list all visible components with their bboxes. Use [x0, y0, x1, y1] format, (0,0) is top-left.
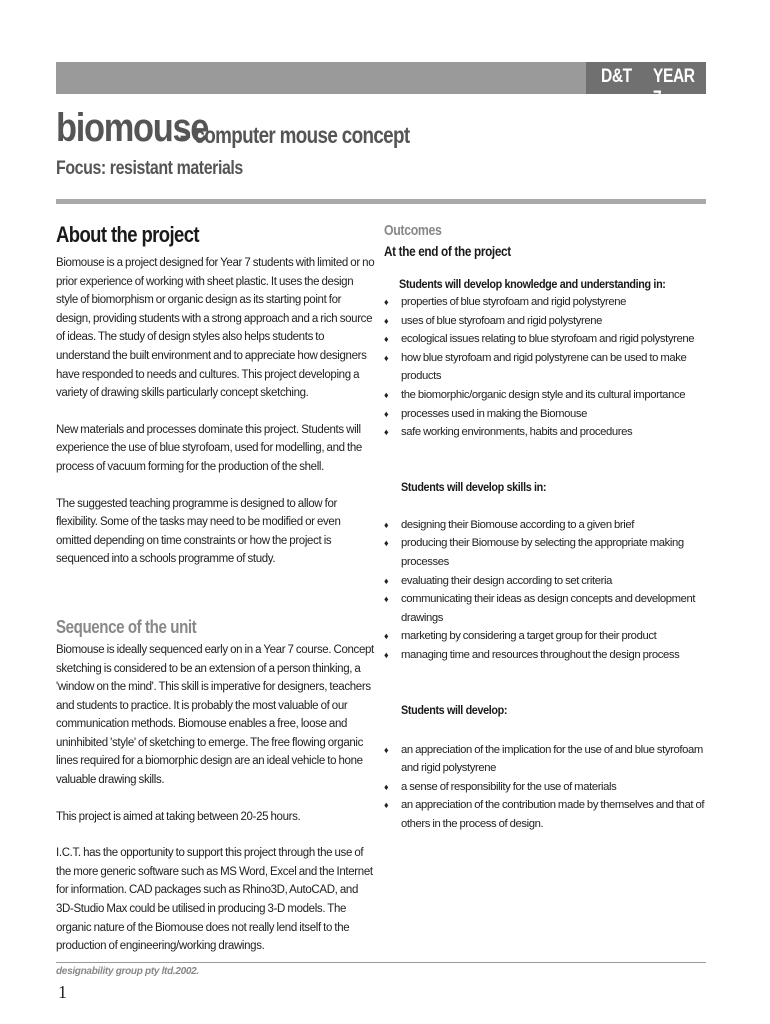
list-item: ♦ marketing by considering a target group for their product [384, 627, 714, 646]
list-item: ♦ properties of blue styrofoam and rigid polystyrene [384, 293, 714, 312]
sequence-heading: Sequence of the unit [56, 616, 197, 637]
list-item: ♦ an appreciation of the implication for the use of and blue styrofoam and rigid polystyrene [384, 741, 714, 778]
outcomes-heading: Outcomes [384, 222, 442, 239]
list-item: ♦ safe working environments, habits and procedures [384, 423, 714, 442]
header-band [56, 62, 706, 109]
sequence-paragraph-1: Biomouse is ideally sequenced early on in a Year 7 course. Concept sketching is considered to be an extension of a person thinking, a 'window on the mind'. This skill is imperative for designers, teachers and students to practice. It is probably the most valuable of our communication methods. Biomouse enables a free, loose and uninhibited 'style' of sketching to emerge. The free flowing organic lines required for a biomorphic design are an ideal vehicle to hone valuable drawing skills. [56, 643, 374, 787]
list-item: ♦ the biomorphic/organic design style and its cultural importance [384, 386, 714, 405]
right-column [384, 222, 714, 833]
year-label: YEAR 7 [653, 66, 695, 109]
list-item: ♦ ecological issues relating to blue styrofoam and rigid polystyrene [384, 330, 714, 349]
footer-credit: designability group pty ltd.2002. [56, 966, 199, 977]
about-paragraph-3: The suggested teaching programme is designed to allow for flexibility. Some of the tasks may need to be modified or even omitted depending on time constraints or how the project is sequenced into a schools programme of study. [56, 497, 341, 566]
title-row [56, 106, 410, 151]
develop-heading: Students will develop: [401, 702, 508, 717]
page-subtitle: – computer mouse concept [180, 122, 410, 148]
list-item: ♦ a sense of responsibility for the use of materials [384, 778, 714, 797]
focus-line: Focus: resistant materials [56, 158, 243, 179]
list-item: ♦ uses of blue styrofoam and rigid polystyrene [384, 312, 714, 331]
header-divider [56, 199, 706, 204]
list-item: ♦ communicating their ideas as design concepts and development drawings [384, 590, 714, 627]
sequence-paragraph-3: I.C.T. has the opportunity to support this project through the use of the more generic software such as MS Word, Excel and the Internet for information. CAD packages such as Rhino3D, AutoCAD, and 3D-Studio Max could be utilised in producing 3-D models. The organic nature of the Biomouse does not really lend itself to the production of engineering/working drawings. [56, 847, 373, 953]
sequence-paragraph-2: This project is aimed at taking between 20-25 hours. [56, 810, 301, 823]
list-item: ♦ evaluating their design according to set criteria [384, 572, 714, 591]
knowledge-list [384, 293, 714, 442]
list-item: ♦ processes used in making the Biomouse [384, 405, 714, 424]
outcomes-subheading: At the end of the project [384, 243, 511, 259]
about-paragraph-2: New materials and processes dominate this project. Students will experience the use of blue styrofoam, used for modelling, and the process of vacuum forming for the production of the shell. [56, 423, 362, 473]
about-paragraph-1: Biomouse is a project designed for Year 7 students with limited or no prior experience of working with sheet plastic. It uses the design style of biomorphism or organic design as its starting point for design, providing students with a strong approach and a rich source of ideas. The study of design styles also helps students to understand the built environment and to appreciate how designers have responded to needs and cultures. This project developing a variety of drawing skills particularly concept sketching. [56, 257, 375, 400]
skills-list [384, 516, 714, 665]
knowledge-heading: Students will develop knowledge and understanding in: [399, 277, 666, 291]
subject-label: D&T [601, 66, 632, 87]
footer-divider [56, 962, 706, 963]
list-item: ♦ designing their Biomouse according to a given brief [384, 516, 714, 535]
develop-list [384, 741, 714, 834]
left-column [56, 222, 376, 956]
about-heading: About the project [56, 222, 199, 247]
list-item: ♦ producing their Biomouse by selecting the appropriate making processes [384, 534, 714, 571]
page-number: 1 [58, 982, 67, 1002]
list-item: ♦ how blue styrofoam and rigid polystyrene can be used to make products [384, 349, 714, 386]
skills-heading: Students will develop skills in: [401, 479, 547, 494]
list-item: ♦ managing time and resources throughout the design process [384, 646, 714, 665]
page-title: biomouse [56, 106, 209, 150]
list-item: ♦ an appreciation of the contribution made by themselves and that of others in the process of design. [384, 796, 714, 833]
